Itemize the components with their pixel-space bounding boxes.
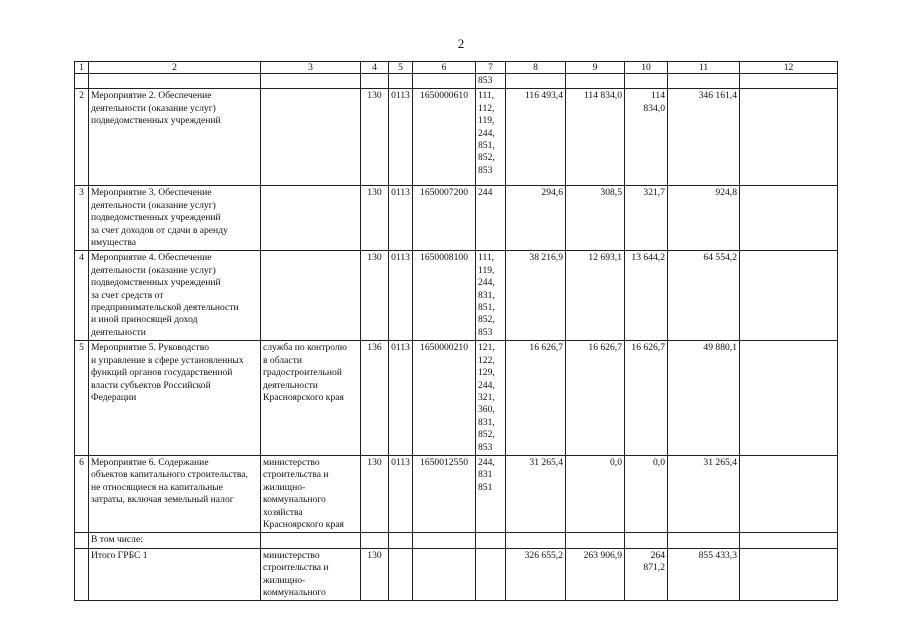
total-row (75, 548, 838, 601)
amount-year-3: 16 626,7 (625, 341, 668, 456)
grbs-code: 130 (361, 89, 389, 186)
target-article-code: 1650007200 (413, 186, 476, 251)
table-row (75, 186, 838, 251)
section-code: 0113 (389, 186, 413, 251)
table-row (75, 251, 838, 341)
expense-type-codes: 244 (476, 186, 506, 251)
activity-name: Мероприятие 6. Содержание объектов капитального строительства, не относящиеся на капитальные затраты, включая земельный налог (89, 455, 261, 532)
grbs-code: 130 (361, 251, 389, 341)
grbs-name: министерство строительства и жилищно- коммунального (261, 548, 361, 601)
column-header: 9 (566, 62, 625, 74)
grbs-code: 130 (361, 548, 389, 601)
section-code: 0113 (389, 341, 413, 456)
expected-result (740, 89, 838, 186)
amount-total: 64 554,2 (668, 251, 740, 341)
target-article-code: 1650012550 (413, 455, 476, 532)
amount-year-1: 38 216,9 (506, 251, 566, 341)
grbs-name: служба по контролю в области градостроительной деятельности Красноярского края (261, 341, 361, 456)
expected-result (740, 341, 838, 456)
activity-name: Мероприятие 3. Обеспечение деятельности (оказание услуг) подведомственных учреждений за счет доходов от сдачи в аренду имущества (89, 186, 261, 251)
total-label: Итого ГРБС 1 (89, 548, 261, 601)
amount-year-2: 114 834,0 (566, 89, 625, 186)
column-header: 3 (261, 62, 361, 74)
amount-total: 49 880,1 (668, 341, 740, 456)
section-code: 0113 (389, 455, 413, 532)
target-article-code: 1650000610 (413, 89, 476, 186)
continuation-row (75, 74, 838, 89)
grbs-name (261, 89, 361, 186)
column-header: 11 (668, 62, 740, 74)
column-header: 7 (476, 62, 506, 74)
grbs-name: министерство строительства и жилищно- коммунального хозяйства Красноярского края (261, 455, 361, 532)
amount-year-2: 308,5 (566, 186, 625, 251)
subtotal-label: В том числе: (89, 533, 261, 548)
grbs-code: 130 (361, 455, 389, 532)
amount-total: 31 265,4 (668, 455, 740, 532)
table-row (75, 89, 838, 186)
grbs-name (261, 251, 361, 341)
column-header: 5 (389, 62, 413, 74)
total-year-3: 264 871,2 (625, 548, 668, 601)
row-number: 5 (75, 341, 89, 456)
column-header: 6 (413, 62, 476, 74)
row-number: 2 (75, 89, 89, 186)
page-number: 2 (457, 36, 465, 51)
expense-type-codes: 121, 122, 129, 244, 321, 360, 831, 852, 853 (476, 341, 506, 456)
expense-type-codes: 111, 119, 244, 831, 851, 852, 853 (476, 251, 506, 341)
expense-type-codes: 244, 831 851 (476, 455, 506, 532)
amount-year-2: 0,0 (566, 455, 625, 532)
total-sum: 855 433,3 (668, 548, 740, 601)
amount-year-2: 16 626,7 (566, 341, 625, 456)
expected-result (740, 455, 838, 532)
table-row (75, 341, 838, 456)
row-number: 6 (75, 455, 89, 532)
column-header: 2 (89, 62, 261, 74)
activity-name: Мероприятие 5. Руководство и управление в сфере установленных функций органов государственной власти субъектов Российской Федерации (89, 341, 261, 456)
row-number: 3 (75, 186, 89, 251)
row-number: 4 (75, 251, 89, 341)
amount-year-3: 13 644,2 (625, 251, 668, 341)
amount-year-2: 12 693,1 (566, 251, 625, 341)
target-article-code: 1650000210 (413, 341, 476, 456)
amount-total: 924,8 (668, 186, 740, 251)
table-row (75, 455, 838, 532)
amount-year-1: 31 265,4 (506, 455, 566, 532)
amount-total: 346 161,4 (668, 89, 740, 186)
column-header: 8 (506, 62, 566, 74)
section-code: 0113 (389, 251, 413, 341)
column-header: 12 (740, 62, 838, 74)
amount-year-3: 114 834,0 (625, 89, 668, 186)
amount-year-1: 294,6 (506, 186, 566, 251)
expense-type-codes: 111, 112, 119, 244, 851, 852, 853 (476, 89, 506, 186)
total-year-2: 263 906,9 (566, 548, 625, 601)
grbs-code: 136 (361, 341, 389, 456)
grbs-code: 130 (361, 186, 389, 251)
grbs-name (261, 186, 361, 251)
column-header: 4 (361, 62, 389, 74)
amount-year-1: 116 493,4 (506, 89, 566, 186)
column-number-row (75, 62, 838, 74)
total-year-1: 326 655,2 (506, 548, 566, 601)
activity-name: Мероприятие 4. Обеспечение деятельности (оказание услуг) подведомственных учреждений за счет средств от предпринимательской деятельности и иной приносящей доход деятельности (89, 251, 261, 341)
section-code: 0113 (389, 89, 413, 186)
subtotal-row (75, 533, 838, 548)
expected-result (740, 186, 838, 251)
budget-table (74, 61, 838, 601)
amount-year-3: 0,0 (625, 455, 668, 532)
expense-type-codes: 853 (476, 74, 506, 89)
target-article-code: 1650008100 (413, 251, 476, 341)
amount-year-3: 321,7 (625, 186, 668, 251)
amount-year-1: 16 626,7 (506, 341, 566, 456)
activity-name: Мероприятие 2. Обеспечение деятельности (оказание услуг) подведомственных учреждений (89, 89, 261, 186)
column-header: 1 (75, 62, 89, 74)
column-header: 10 (625, 62, 668, 74)
expected-result (740, 251, 838, 341)
